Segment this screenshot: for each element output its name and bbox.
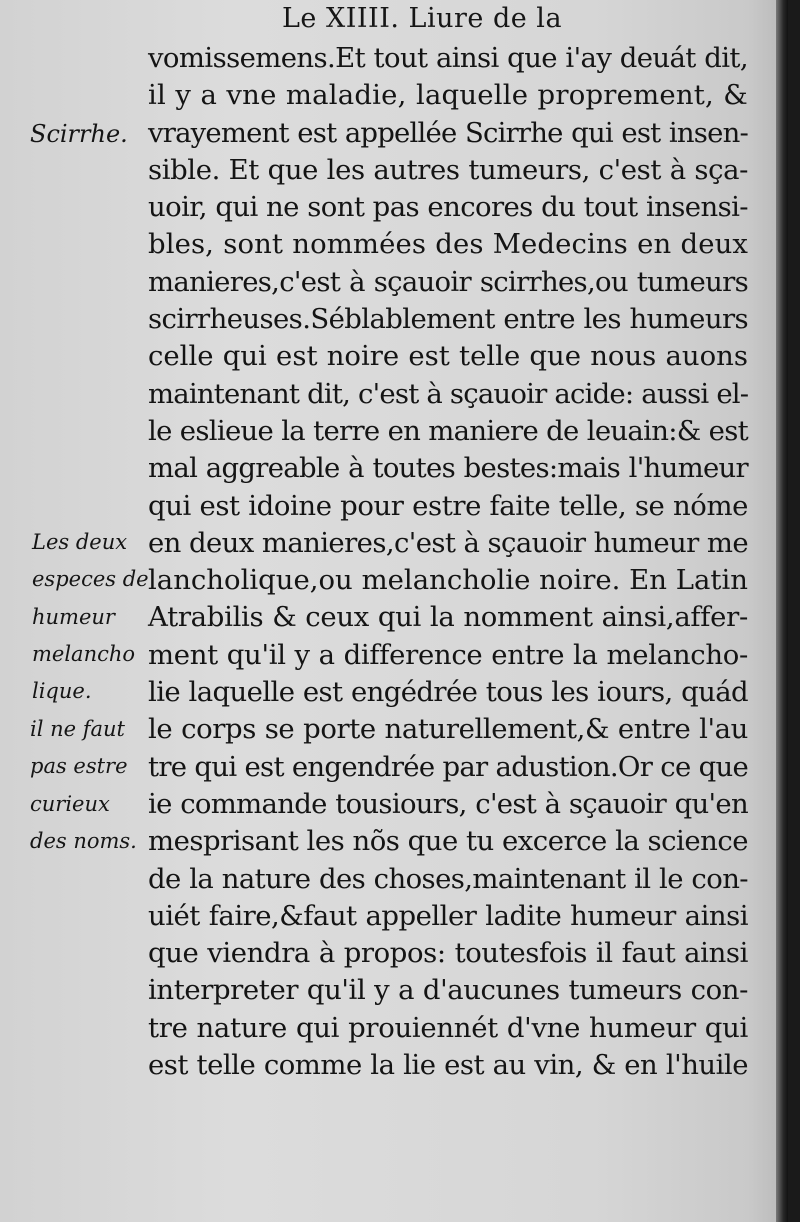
margin-note-scirrhe: Scirrhe. [30, 120, 128, 148]
text-line: tre nature qui prouiennét d'vne humeur qui [148, 1011, 748, 1044]
page-binding-edge [776, 0, 788, 1222]
text-line: manieres,c'est à sçauoir scirrhes,ou tumeurs [148, 265, 748, 298]
margin-note-line: pas estre [30, 754, 128, 779]
margin-note-line: Les deux [32, 530, 128, 554]
text-line: ie commande tousiours, c'est à sçauoir qu'en [148, 787, 748, 820]
text-line: maintenant dit, c'est à sçauoir acide: aussi el- [148, 377, 749, 410]
text-line: lancholique,ou melancholie noire. En Latin [148, 564, 748, 597]
text-line: mal aggreable à toutes bestes:mais l'humeur [148, 452, 748, 485]
margin-note-line: lique. [32, 679, 92, 704]
text-line: vomissemens.Et tout ainsi que i'ay deuát dit, [148, 42, 748, 74]
text-line: en deux manieres,c'est à sçauoir humeur me [148, 526, 748, 559]
text-line: le corps se porte naturellement,& entre l'au [148, 713, 748, 746]
text-line: il y a vne maladie, laquelle proprement, & [148, 79, 748, 112]
text-line: de la nature des choses,maintenant il le con- [148, 862, 748, 895]
text-line: celle qui est noire est telle que nous auons [148, 340, 748, 373]
text-line: que viendra à propos: toutesfois il faut ainsi [148, 937, 748, 970]
text-line: tre qui est engendrée par adustion.Or ce que [148, 750, 749, 783]
body-text [148, 40, 748, 1084]
text-line: uiét faire,&faut appeller ladite humeur ainsi [148, 899, 748, 932]
running-title: Le XIIII. Liure de la [282, 3, 563, 34]
text-line: vrayement est appellée Scirrhe qui est insen- [148, 116, 748, 149]
text-line: Atrabilis & ceux qui la nomment ainsi,affer- [148, 601, 748, 634]
text-line: interpreter qu'il y a d'aucunes tumeurs con- [148, 974, 748, 1007]
text-line: scirrheuses.Séblablement entre les humeurs [148, 303, 748, 336]
text-line: ment qu'il y a difference entre la melancho- [148, 638, 748, 671]
margin-note-line: humeur [32, 604, 115, 629]
text-line: mesprisant les nõs que tu excerce la science [148, 825, 748, 858]
text-line: uoir, qui ne sont pas encores du tout insensi- [148, 191, 748, 224]
margin-note-line: des noms. [30, 828, 137, 853]
margin-note-line: curieux [30, 791, 110, 816]
text-line: sible. Et que les autres tumeurs, c'est à sça- [148, 153, 748, 186]
margin-note-line: il ne faut [30, 717, 125, 741]
margin-note-line: melancho [32, 641, 136, 666]
text-line: le eslieue la terre en maniere de leuain:& est [148, 414, 748, 447]
margin-note-line: especes de [32, 567, 149, 592]
text-line: lie laquelle est engédrée tous les iours, quád [148, 676, 748, 709]
text-line: bles, sont nommées des Medecins en deux [148, 228, 748, 261]
text-line: est telle comme la lie est au vin, & en l'huile [148, 1049, 748, 1082]
text-line: qui est idoine pour estre faite telle, se nóme [148, 489, 748, 522]
